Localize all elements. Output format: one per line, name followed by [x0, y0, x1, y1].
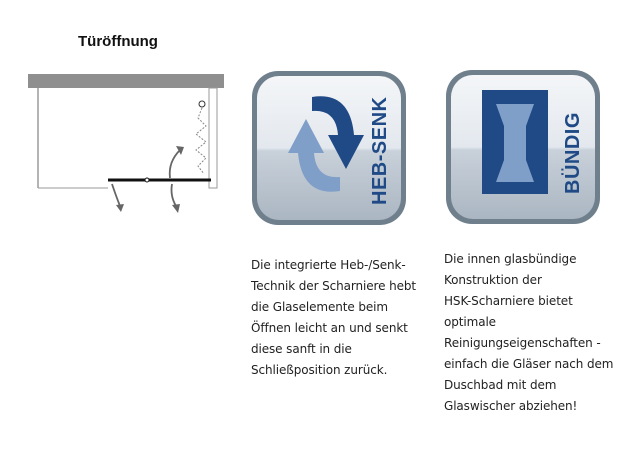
door-opening-diagram	[28, 70, 228, 220]
open-arrow-up	[170, 150, 180, 178]
heb-senk-description: Die integrierte Heb-/Senk- Technik der Scharniere hebt die Glaselemente beim Öffnen leicht an und senkt diese sanft in die Schließposition zurück.	[251, 258, 417, 377]
hinge-point	[145, 178, 149, 182]
buendig-badge	[444, 68, 602, 226]
door-swing-path	[196, 108, 206, 174]
hinge-top	[199, 101, 205, 107]
heb-senk-label: HEB-SENK	[369, 96, 391, 205]
heb-senk-badge	[250, 69, 408, 227]
swing-arrow-right	[172, 184, 177, 206]
buendig-description: Die innen glasbündige Konstruktion der HSK-Scharniere bietet optimale Reinigungseigenschaften - einfach die Gläser nach dem Duschbad mit dem Glaswischer abziehen!	[444, 252, 614, 413]
buendig-label: BÜNDIG	[562, 112, 584, 194]
wall-right	[209, 88, 217, 188]
swing-arrow-left	[112, 184, 120, 206]
flush-frame-icon	[482, 90, 548, 194]
page-title: Türöffnung	[78, 33, 158, 50]
wall-top	[28, 74, 224, 88]
